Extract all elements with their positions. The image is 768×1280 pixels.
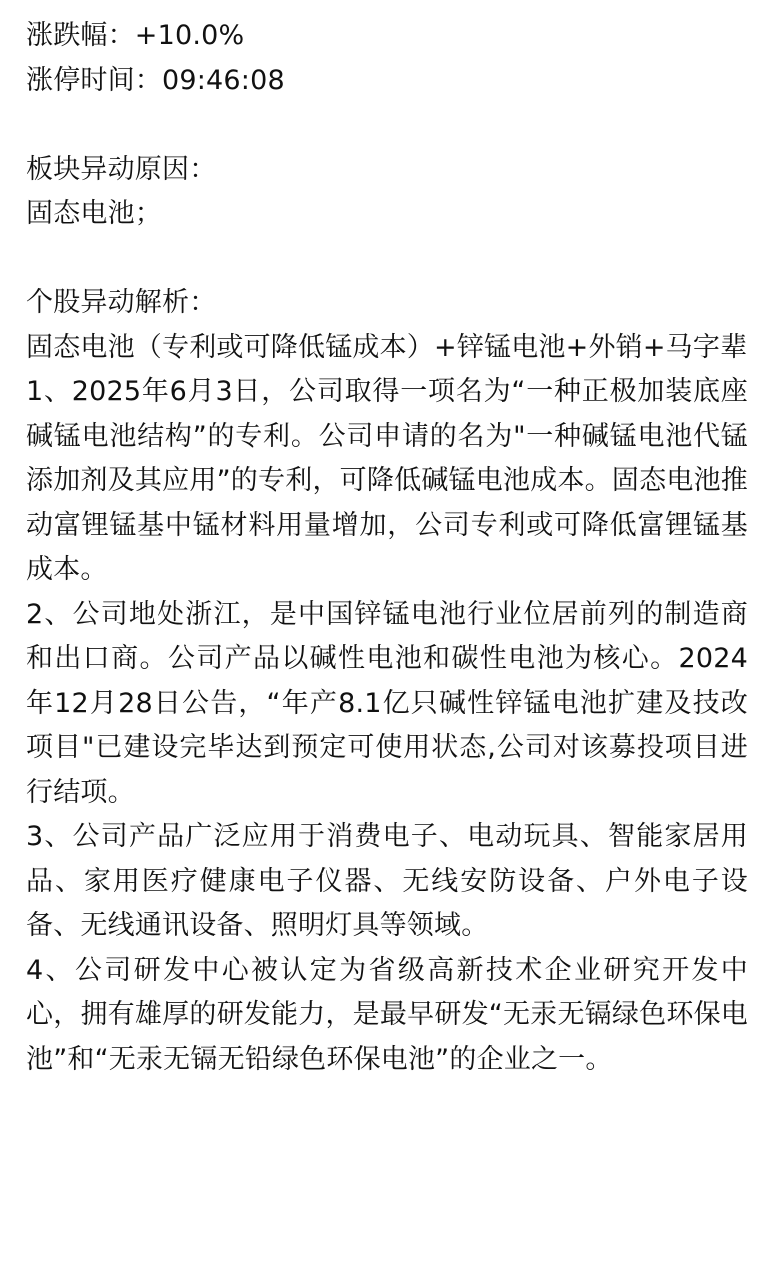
- stock-analysis-summary: 固态电池（专利或可降低锰成本）+锌锰电池+外销+马字辈: [26, 331, 748, 363]
- spacer: [26, 103, 748, 148]
- price-change-text: 涨跌幅：+10.0%: [26, 20, 245, 51]
- analysis-point-3: 3、公司产品广泛应用于消费电子、电动玩具、智能家居用品、家用医疗健康电子仪器、无线安防设备、户外电子设备、无线通讯设备、照明灯具等领域。: [26, 821, 748, 941]
- stock-analysis-title: 个股异动解析：: [26, 287, 217, 318]
- analysis-point-2: 2、公司地处浙江，是中国锌锰电池行业位居前列的制造商和出口商。公司产品以碱性电池和碳性电池为核心。2024年12月28日公告，“年产8.1亿只碱性锌锰电池扩建及技改项目"已建设完毕达到预定可使用状态,公司对该募投项目进行结项。: [26, 598, 748, 808]
- spacer: [26, 237, 748, 282]
- sector-reason-title: 板块异动原因：: [26, 153, 217, 185]
- analysis-point-4: 4、公司研发中心被认定为省级高新技术企业研究开发中心，拥有雄厚的研发能力，是最早研发“无汞无镉绿色环保电池”和“无汞无镉无铅绿色环保电池”的企业之一。: [26, 954, 748, 1075]
- article-body: [26, 14, 748, 1082]
- analysis-point-1: 1、2025年6月3日，公司取得一项名为“一种正极加装底座碱锰电池结构”的专利。公司申请的名为"一种碱锰电池代锰添加剂及其应用”的专利，可降低碱锰电池成本。固态电池推动富锂锰基中锰材料用量增加，公司专利或可降低富锂锰基成本。: [26, 376, 748, 585]
- limit-up-time-text: 涨停时间：09:46:08: [26, 64, 285, 96]
- sector-reason-value: 固态电池；: [26, 198, 162, 229]
